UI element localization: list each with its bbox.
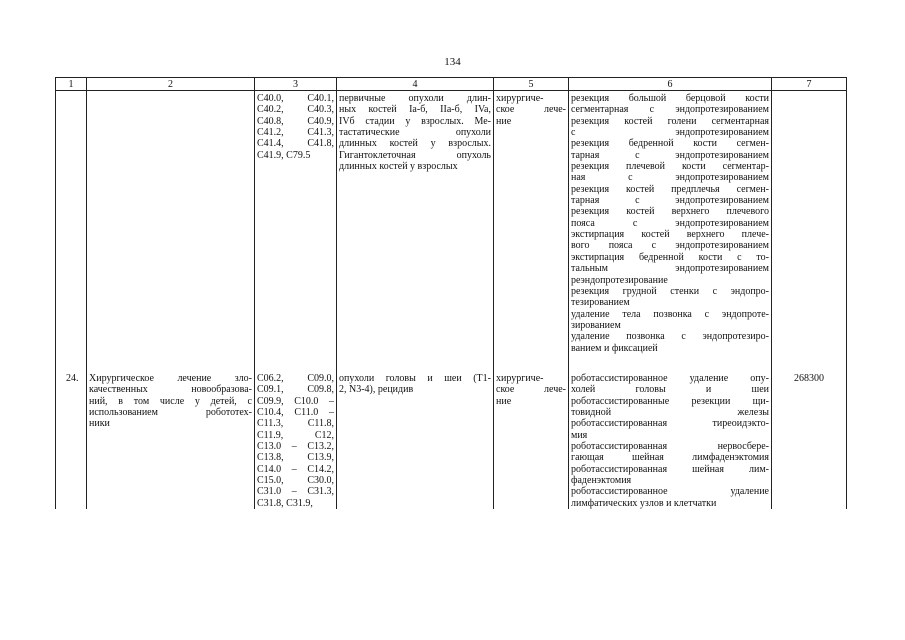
text-line: вого пояса с эндопротезированием bbox=[571, 240, 769, 252]
text-line: ское лече- bbox=[496, 384, 566, 396]
text-line: первичные опухоли длин- bbox=[339, 93, 491, 104]
treatment-method-cell bbox=[569, 368, 772, 509]
text-line: хирургиче- bbox=[496, 372, 544, 384]
patient-model-cell bbox=[337, 91, 494, 368]
cost-cell bbox=[772, 91, 847, 368]
text-line: роботассистированное удаление опу- bbox=[571, 372, 769, 384]
text-line: фаденэктомия bbox=[571, 475, 632, 486]
text-line: длинных костей у взрослых. bbox=[339, 138, 491, 150]
text-line: с эндопротезированием bbox=[571, 127, 769, 139]
text-line: гающая шейная лимфаденэктомия bbox=[571, 452, 769, 464]
text-line: товидной железы bbox=[571, 406, 769, 418]
text-line: C13.0 – C13.2, bbox=[257, 440, 334, 452]
text-line: лимфатических узлов и клетчатки bbox=[571, 497, 717, 509]
text-line: C09.1, C09.8, bbox=[257, 384, 334, 396]
text-line: экстирпация бедренной кости с то- bbox=[571, 251, 769, 263]
text-line: хирургиче- bbox=[496, 93, 544, 104]
text-line: резекция плечевой кости сегментар- bbox=[571, 161, 769, 173]
page-number: 134 bbox=[444, 56, 461, 68]
text-line: C41.9, C79.5 bbox=[257, 149, 311, 161]
text-line: резекция костей предплечья сегмен- bbox=[571, 183, 769, 195]
text-line: роботассистированная нервосбере- bbox=[571, 440, 769, 452]
text-line: ское лече- bbox=[496, 104, 566, 116]
text-line: роботассистированная тиреоидэкто- bbox=[571, 418, 769, 430]
text-line: мия bbox=[571, 429, 588, 441]
text-line: пояса с эндопротезированием bbox=[571, 217, 769, 229]
care-type-cell bbox=[87, 91, 255, 368]
text-line: ных костей Ia-б, IIa-б, IVa, bbox=[339, 104, 491, 116]
text-line: C40.0, C40.1, bbox=[257, 93, 334, 104]
text-line: длинных костей у взрослых bbox=[339, 161, 458, 173]
treatment-type-cell bbox=[494, 91, 569, 368]
text-line: C41.4, C41.8, bbox=[257, 138, 334, 150]
text-line: C41.2, C41.3, bbox=[257, 127, 334, 139]
text-line: ние bbox=[496, 115, 512, 127]
text-line: C09.9, C10.0 – bbox=[257, 395, 334, 407]
text-line: использованием робототех- bbox=[89, 406, 252, 418]
text-line: ванием и фиксацией bbox=[571, 342, 658, 354]
text-line: роботассистированная шейная лим- bbox=[571, 463, 769, 475]
text-line: C40.8, C40.9, bbox=[257, 115, 334, 127]
text-line: резекция бедренной кости сегмен- bbox=[571, 138, 769, 150]
text-line: резекция костей голени сегментарная bbox=[571, 115, 769, 127]
icd-codes-cell bbox=[255, 91, 337, 368]
text-line: тальным эндопротезированием bbox=[571, 263, 769, 275]
text-line: тастатические опухоли bbox=[339, 127, 491, 139]
text-line: экстирпация костей верхнего плече- bbox=[571, 229, 769, 241]
text-line: тарная с эндопротезированием bbox=[571, 149, 769, 161]
text-line: резекция костей верхнего плечевого bbox=[571, 206, 769, 218]
table-row bbox=[56, 368, 847, 509]
medical-care-table bbox=[55, 77, 847, 509]
icd-codes-cell bbox=[255, 368, 337, 509]
column-header-2: 2 bbox=[87, 78, 255, 91]
row-number-cell: 24. bbox=[56, 368, 87, 509]
text-line: C13.8, C13.9, bbox=[257, 452, 334, 464]
text-line: C10.4, C11.0 – bbox=[257, 406, 334, 418]
text-line: C15.0, C30.0, bbox=[257, 475, 334, 486]
column-header-7: 7 bbox=[772, 78, 847, 91]
text-line: холей головы и шеи bbox=[571, 384, 769, 396]
column-header-1: 1 bbox=[56, 78, 87, 91]
text-line: C11.9, C12, bbox=[257, 429, 334, 441]
header-row bbox=[56, 78, 847, 91]
text-line: тезированием bbox=[571, 297, 630, 309]
cost-cell: 268300 bbox=[772, 368, 847, 509]
text-line: Хирургическое лечение зло- bbox=[89, 372, 252, 384]
text-line: IVб стадии у взрослых. Ме- bbox=[339, 115, 491, 127]
text-line: 2, N3-4), рецидив bbox=[339, 384, 414, 396]
text-line: резекция большой берцовой кости bbox=[571, 93, 769, 104]
text-line: тарная с эндопротезированием bbox=[571, 195, 769, 207]
text-line: качественных новообразова- bbox=[89, 384, 252, 396]
text-line: C06.2, C09.0, bbox=[257, 372, 334, 384]
text-line: Гигантоклеточная опухоль bbox=[339, 149, 491, 161]
row-number-cell bbox=[56, 91, 87, 368]
care-type-cell bbox=[87, 368, 255, 509]
column-header-4: 4 bbox=[337, 78, 494, 91]
text-line: удаление тела позвонка с эндопроте- bbox=[571, 308, 769, 320]
column-header-6: 6 bbox=[569, 78, 772, 91]
text-line: ники bbox=[89, 418, 110, 430]
column-header-3: 3 bbox=[255, 78, 337, 91]
text-line: C31.0 – C31.3, bbox=[257, 486, 334, 498]
text-line: зированием bbox=[571, 319, 621, 331]
treatment-type-cell bbox=[494, 368, 569, 509]
text-line: ний, в том числе у детей, с bbox=[89, 395, 252, 407]
treatment-method-cell bbox=[569, 91, 772, 368]
text-line: удаление позвонка с эндопротезиро- bbox=[571, 331, 769, 343]
table-row bbox=[56, 91, 847, 368]
text-line: опухоли головы и шеи (T1- bbox=[339, 372, 491, 384]
text-line: C40.2, C40.3, bbox=[257, 104, 334, 116]
text-line: ние bbox=[496, 395, 512, 407]
text-line: C14.0 – C14.2, bbox=[257, 463, 334, 475]
text-line: реэндопротезирование bbox=[571, 274, 668, 286]
text-line: ная с эндопротезированием bbox=[571, 172, 769, 184]
patient-model-cell bbox=[337, 368, 494, 509]
text-line: роботассистированное удаление bbox=[571, 486, 769, 498]
text-line: сегментарная с эндопротезированием bbox=[571, 104, 769, 116]
text-line: роботассистированные резекции щи- bbox=[571, 395, 769, 407]
column-header-5: 5 bbox=[494, 78, 569, 91]
text-line: резекция грудной стенки с эндопро- bbox=[571, 285, 769, 297]
text-line: C31.8, C31.9, bbox=[257, 497, 313, 509]
text-line: C11.3, C11.8, bbox=[257, 418, 334, 430]
